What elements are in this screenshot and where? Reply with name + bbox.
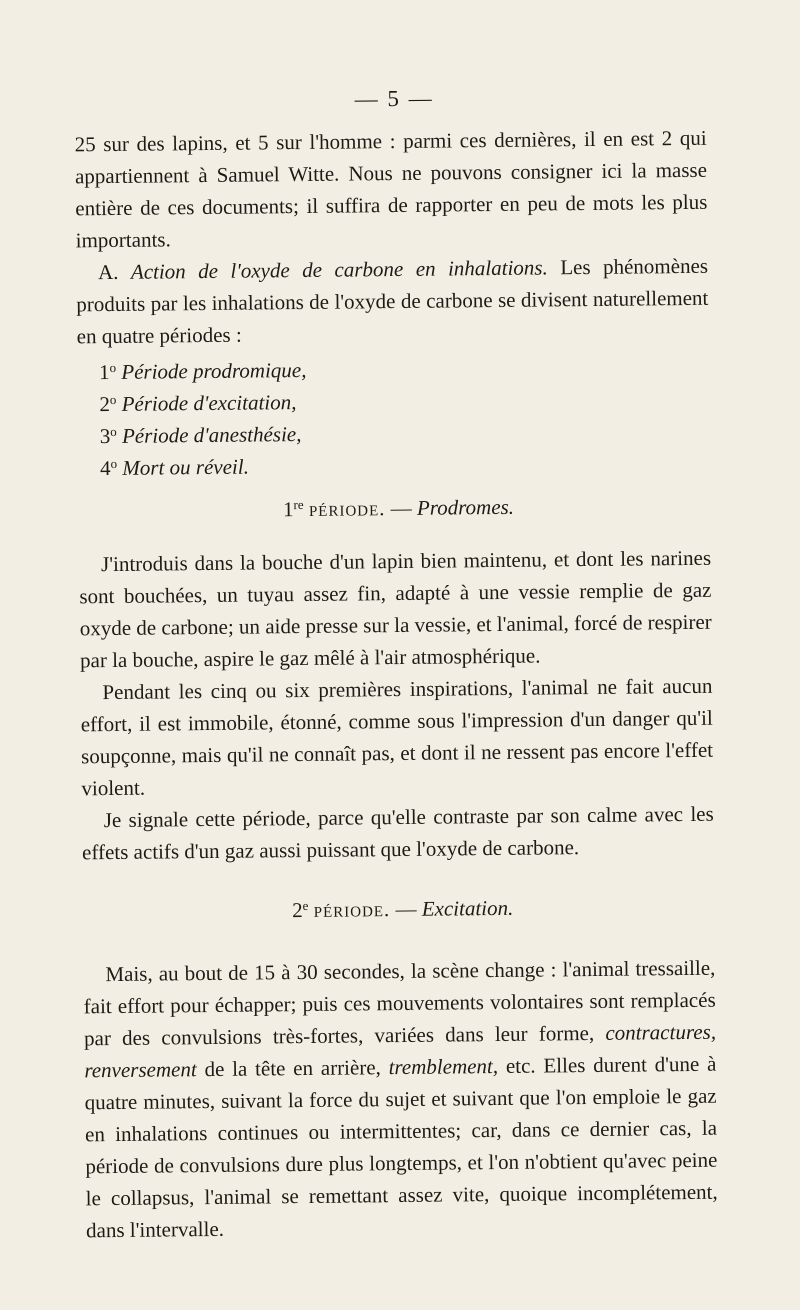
paragraph: Mais, au bout de 15 à 30 secondes, la scène change : l'animal tressaille, fait effort pour échapper; puis ces mouvements volontaires sont remplacés par des convulsions très-fortes, variées dans leur forme, contractures, renversement de la tête en arrière, tremblement, etc. Elles durent d'une à quatre minutes, suivant la force du sujet et suivant que l'on emploie le gaz en inhalations continues ou intermittentes; car, dans ce dernier cas, la période de convulsions dure plus longtemps, et l'on n'obtient qu'avec peine le collapsus, l'animal se remettant assez vite, quoique incomplétement, dans l'intervalle. [83, 955, 718, 1243]
paragraph: Je signale cette période, parce qu'elle contraste par son calme avec les effets actifs d'un gaz aussi puissant que l'oxyde de carbone. [81, 801, 714, 865]
section-a-paragraph [76, 250, 709, 353]
intro-block [75, 122, 709, 353]
period-1-block [79, 542, 714, 869]
period-item: 3$^o$ Période d'anesthésie, [99, 422, 302, 449]
heading-period-1: 1re période. — Prodromes. [282, 494, 515, 522]
intro-paragraph: 25 sur des lapins, et 5 sur l'homme : parmi ces dernières, il en est 2 qui appartiennent à Samuel Witte. Nous ne pouvons consigner ici la masse entière de ces documents; il suffira de rapporter en peu de mots les plus importants. [74, 125, 708, 253]
period-item: 1$^o$ Période prodromique, [98, 357, 307, 385]
period-item: 4$^o$ Mort ou réveil. [99, 454, 250, 481]
period-item: 2$^o$ Période d'excitation, [99, 390, 297, 417]
period-2-block [83, 952, 718, 1247]
heading-period-2: 2e période. — Excitation. [291, 895, 514, 923]
paragraph: J'introduis dans la bouche d'un lapin bien maintenu, et dont les narines sont bouchées, un tuyau assez fin, adapté à une vessie remplie de gaz oxyde de carbone; un aide presse sur la vessie, et l'animal, forcé de respirer par la bouche, aspire le gaz mêlé à l'air atmosphérique. [79, 545, 712, 673]
section-a-text: Les phénomènes produits par les inhalations de l'oxyde de carbone se divisent naturellement en quatre périodes : [76, 253, 709, 349]
periods-list [99, 354, 308, 484]
paragraph: Pendant les cinq ou six premières inspirations, l'animal ne fait aucun effort, il est immobile, étonné, comme sous l'impression d'un danger qu'il soupçonne, mais qu'il ne connaît pas, et dont il ne ressent pas encore l'effet violent. [80, 673, 714, 801]
section-a-letter: A. [97, 259, 119, 285]
section-a-title: Action de l'oxyde de carbone en inhalations. [130, 255, 548, 284]
page-number: — 5 — [354, 85, 434, 112]
